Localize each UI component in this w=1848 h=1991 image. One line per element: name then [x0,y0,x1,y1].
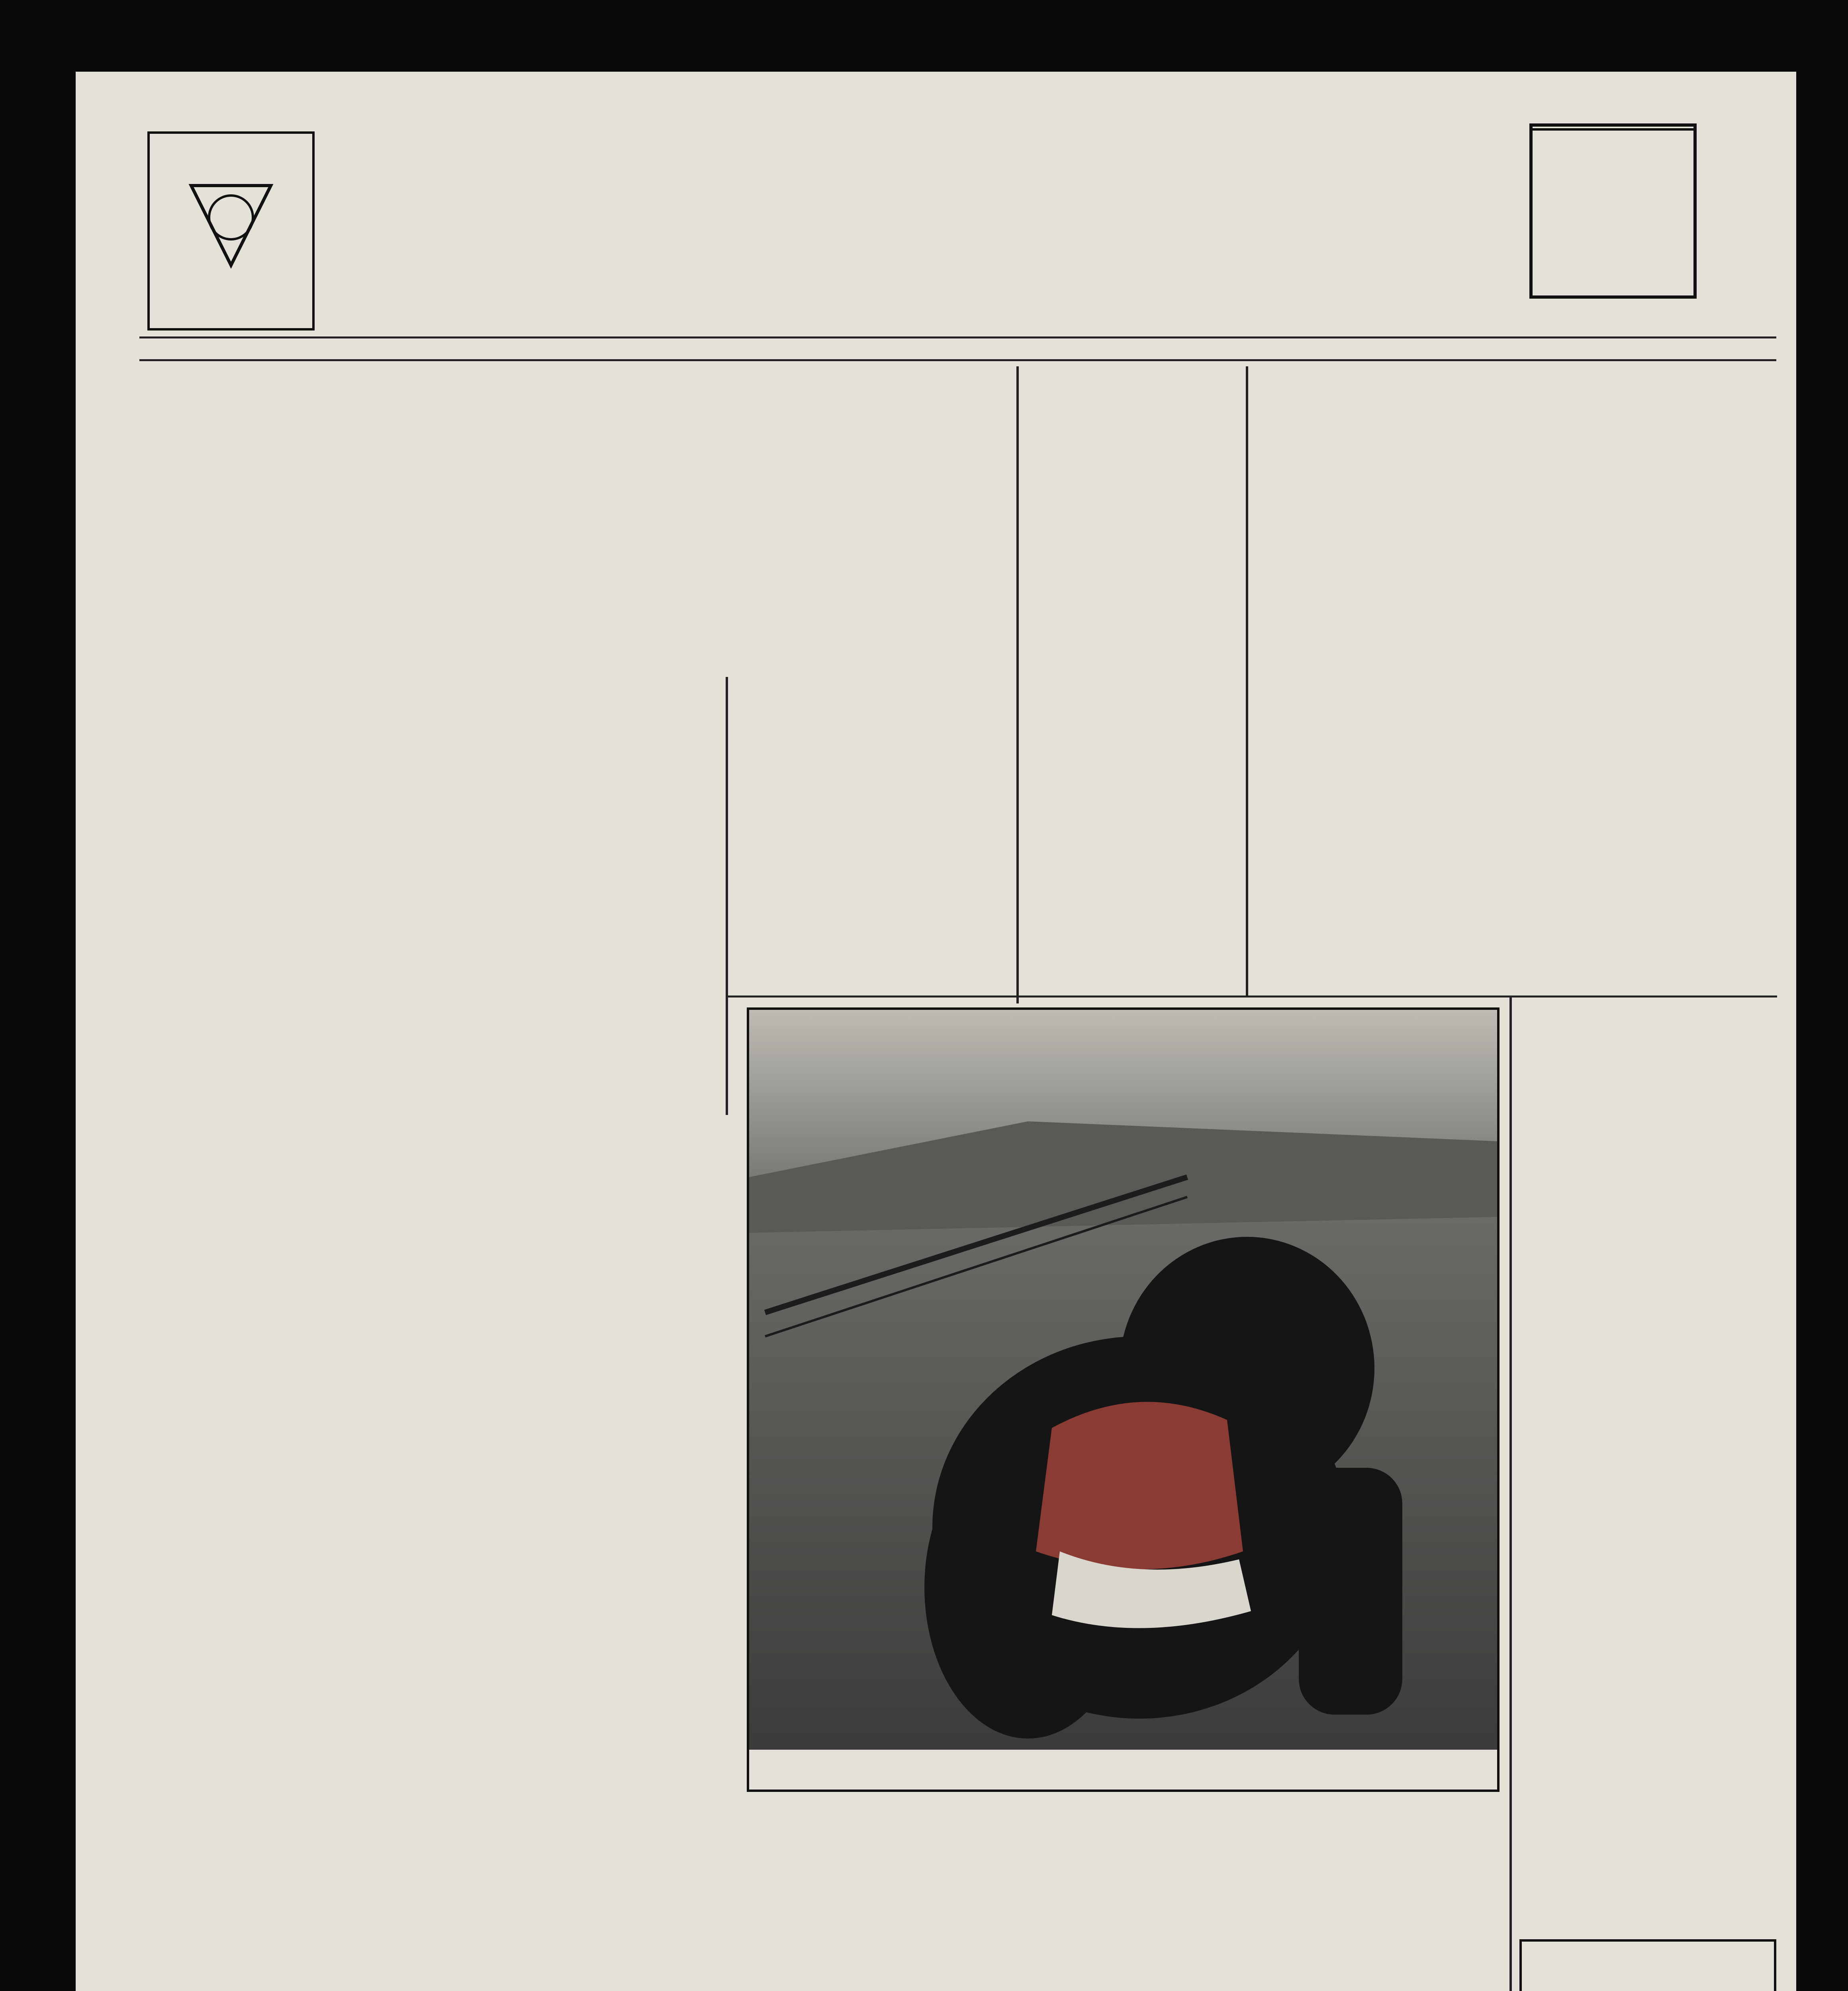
fryatt-procession-image [749,1010,1497,1750]
fryatt-caption-band [749,1750,1497,1790]
wales-body [1519,1844,1782,1923]
notice-box [1519,1939,1776,1991]
col-rule-c [1509,996,1512,1991]
fryatt-photo [747,1007,1500,1792]
lead-body [143,701,717,1111]
halibut-body [1026,804,1237,1003]
col-rule-a [1016,366,1019,1003]
docks-body [1519,1159,1782,1537]
truce-body [1255,685,1776,996]
newspaper-page [76,72,1796,1991]
col-rule-b [1246,366,1248,996]
lead-column-rule [726,677,728,1115]
fryatt-caption [747,1794,1500,1862]
taxi-title [1533,128,1693,131]
war-savings-emblem-icon [183,178,279,273]
flight-body [1026,462,1237,717]
photo-top-rule [726,996,1777,997]
poles-body [1519,1635,1782,1734]
taxi-ad [1529,123,1697,299]
dateline-rule [139,359,1776,361]
boyce-body [737,677,1008,996]
masthead-rule [139,336,1776,338]
war-savings-ad [147,131,315,331]
